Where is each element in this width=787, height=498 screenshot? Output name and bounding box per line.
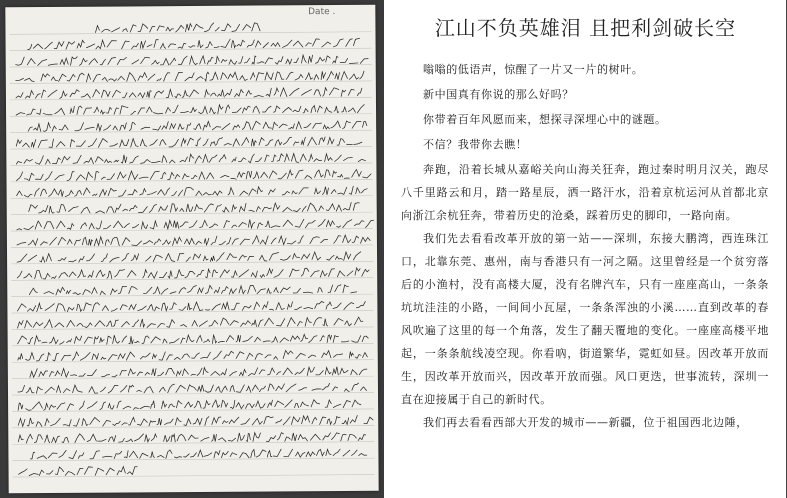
handwriting-stroke <box>16 87 362 98</box>
ruled-line <box>10 163 372 166</box>
handwritten-lines <box>5 5 378 494</box>
paragraph-4: 不信？我带你去瞧！ <box>423 138 528 151</box>
ruled-line <box>12 343 374 346</box>
paragraph-1: 嗡嗡的低语声，惊醒了一片又一片的树叶。 <box>423 63 644 76</box>
handwriting-stroke <box>95 23 260 33</box>
ruled-line <box>11 212 373 215</box>
paragraph-3: 你带着百年风愿而来，想探寻深埋心中的谜题。 <box>423 113 667 126</box>
handwriting-stroke <box>16 153 365 164</box>
ruled-line <box>12 360 374 363</box>
ruled-line <box>10 81 372 84</box>
handwriting-stroke <box>18 383 367 394</box>
ruled-line <box>12 442 374 445</box>
ruled-line <box>11 294 373 297</box>
handwriting-stroke <box>16 137 362 148</box>
handwriting-stroke <box>17 301 365 312</box>
handwriting-stroke <box>17 252 361 263</box>
ruled-line <box>11 179 373 182</box>
handwriting-stroke <box>16 55 369 66</box>
ruled-line <box>12 409 374 412</box>
handwriting-stroke <box>30 448 366 459</box>
ruled-line <box>12 425 374 428</box>
ruled-line <box>10 97 372 100</box>
handwriting-stroke <box>18 399 361 410</box>
handwriting-stroke <box>17 235 370 246</box>
ruled-line <box>10 130 372 133</box>
paragraph-5: 奔跑，沿着长城从嘉峪关向山海关狂奔，跑过秦时明月汉关，跑尽八千里路云和月，踏一路星辰，洒一路汗水，沿着京杭运河从首都北京向浙江余杭狂奔，带着历史的沧桑，踩着历史的脚印，一路向南。 <box>401 163 769 222</box>
ruled-line <box>10 48 372 51</box>
handwriting-stroke <box>16 71 364 82</box>
handwriting-stroke <box>17 268 369 279</box>
handwriting-stroke <box>18 432 365 443</box>
handwriting-stroke <box>28 38 360 49</box>
handwriting-stroke <box>29 202 360 213</box>
date-label: Date . <box>308 6 336 18</box>
handwriting-stroke <box>18 350 368 361</box>
typed-document <box>384 0 787 498</box>
ruled-line <box>11 311 373 314</box>
ruled-line <box>10 147 372 150</box>
paragraph-2: 新中国真有你说的那么好吗？ <box>423 88 574 101</box>
handwriting-stroke <box>16 104 364 115</box>
document-body <box>401 58 769 434</box>
handwriting-stroke <box>17 317 362 328</box>
document-title: 江山不负英雄泪 且把利剑破长空 <box>434 16 737 40</box>
ruled-line <box>12 458 374 461</box>
ruled-line <box>11 245 373 248</box>
handwriting-stroke <box>18 333 369 344</box>
paragraph-6: 我们先去看看改革开放的第一站——深圳，东接大鹏湾，西连珠江口，北靠东莞、惠州，南与香港只有一河之隔。这里曾经是一个贫穷落后的小渔村，没有高楼大厦，没有名牌汽车，只有一座座高山，一条条坑坑洼洼的小路，一间间小瓦屋，一条条浑浊的小溪……直到改革的春风吹遍了这里的每一个角落，发生了翻天覆地的变化。一座座高楼平地起，一条条航线凌空现。你看吶，街道繁华，霓虹如昼。因改革开放而生，因改革开放而兴，因改革开放而强。风口更迭，世事流转，深圳一直在迎接属于自己的新时代。 <box>401 232 769 406</box>
handwriting-stroke <box>19 466 138 475</box>
handwriting-stroke <box>18 415 373 426</box>
handwriting-stroke <box>17 219 374 230</box>
ruled-line <box>9 32 371 35</box>
ruled-line <box>11 278 373 281</box>
ruled-line <box>13 475 375 478</box>
handwriting-stroke <box>16 169 371 180</box>
handwriting-stroke <box>30 366 367 377</box>
paragraph-7: 我们再去看看西部大开发的城市——新疆，位于祖国西北边陲， <box>423 416 748 429</box>
ruled-line <box>11 196 373 199</box>
ruled-line <box>11 261 373 264</box>
handwriting-stroke <box>28 120 367 131</box>
handwritten-page <box>5 5 378 494</box>
ruled-line <box>12 393 374 396</box>
handwriting-stroke <box>29 284 356 295</box>
ruled-line <box>11 229 373 232</box>
handwritten-essay-photo <box>0 0 384 498</box>
handwriting-stroke <box>17 186 368 197</box>
ruled-line <box>12 327 374 330</box>
